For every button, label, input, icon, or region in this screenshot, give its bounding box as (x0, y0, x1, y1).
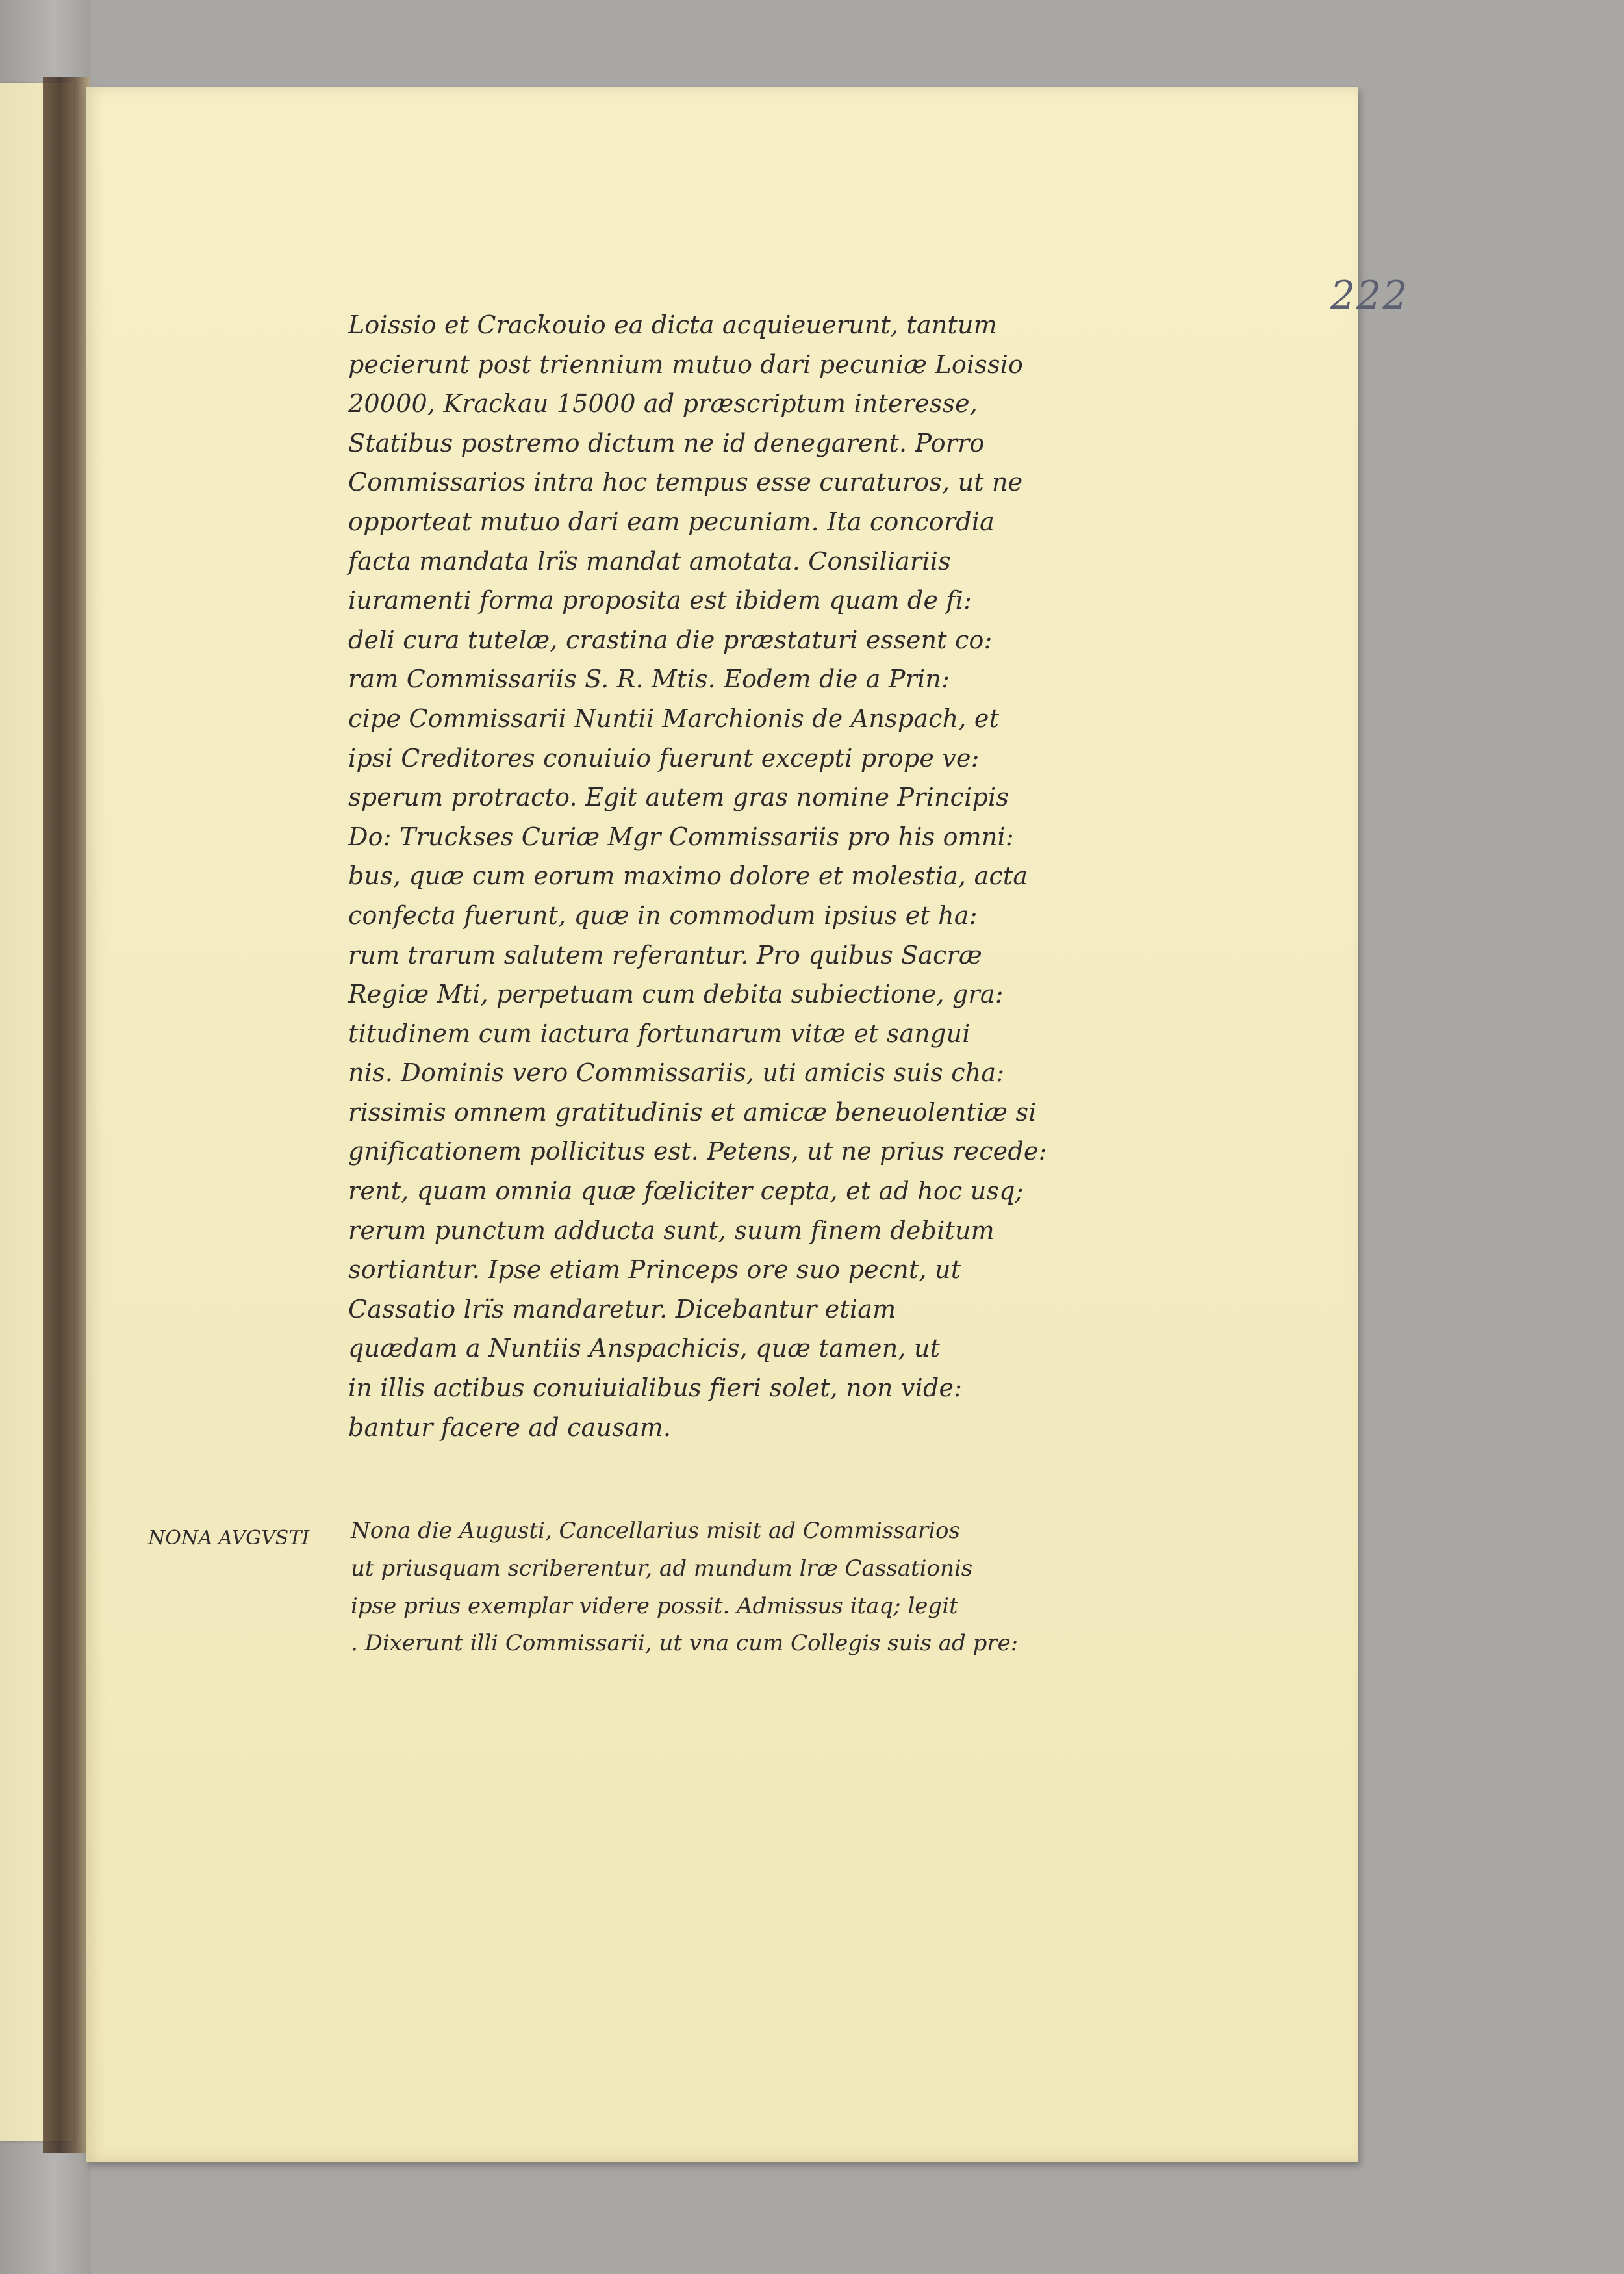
text-line: sortiantur. Ipse etiam Princeps ore suo pecnt, ut (348, 1255, 961, 1284)
text-line: bus, quæ cum eorum maximo dolore et molestia, acta (348, 862, 1028, 891)
text-line: confecta fuerunt, quæ in commodum ipsius et ha: (348, 901, 978, 930)
text-line: nis. Dominis vero Commissariis, uti amicis suis cha: (348, 1058, 1005, 1088)
text-line: pecierunt post triennium mutuo dari pecuniæ Loissio (348, 350, 1024, 379)
text-line: rissimis omnem gratitudinis et amicæ beneuolentiæ si (348, 1097, 1037, 1127)
text-line: ram Commissariis S. R. Mtis. Eodem die a Prin: (348, 665, 950, 694)
text-line: rum trarum salutem referantur. Pro quibus Sacræ (348, 940, 982, 969)
text-line: Commissarios intra hoc tempus esse curaturos, ut ne (348, 468, 1023, 497)
text-line: iuramenti forma proposita est ibidem quam de fi: (348, 586, 972, 615)
text-line: rerum punctum adducta sunt, suum finem debitum (348, 1216, 995, 1245)
text-line: Cassatio lrïs mandaretur. Dicebantur etiam (348, 1294, 896, 1323)
text-line: bantur facere ad causam. (348, 1412, 672, 1442)
text-line: . Dixerunt illi Commissarii, ut vna cum Collegis suis ad pre: (351, 1630, 1019, 1657)
text-line: sperum protracto. Egit autem gras nomine Principis (348, 783, 1009, 812)
manuscript-body (348, 305, 1193, 1447)
text-line: Do: Truckses Curiæ Mgr Commissariis pro his omni: (348, 822, 1014, 851)
text-line: Regiæ Mti, perpetuam cum debita subiectione, gra: (348, 980, 1004, 1009)
text-line: rent, quam omnia quæ fœliciter cepta, et ad hoc usq; (348, 1177, 1024, 1206)
text-line: Nona die Augusti, Cancellarius misit ad Commissarios (351, 1518, 960, 1544)
text-line: titudinem cum iactura fortunarum vitæ et sangui (348, 1019, 971, 1048)
dated-entry (351, 1513, 1195, 1663)
text-line: deli cura tutelæ, crastina die præstaturi essent co: (348, 625, 993, 654)
text-line: in illis actibus conuiuialibus fieri solet, non vide: (348, 1373, 963, 1403)
text-line: cipe Commissarii Nuntii Marchionis de Anspach, et (348, 704, 1000, 733)
text-line: ipse prius exemplar videre possit. Admissus itaq; legit (351, 1592, 958, 1619)
page-number: 222 (1330, 273, 1409, 318)
margin-note: NONA AVGVSTI (148, 1527, 310, 1550)
text-line: opporteat mutuo dari eam pecuniam. Ita concordia (348, 507, 995, 536)
text-line: gnificationem pollicitus est. Petens, ut ne prius recede: (348, 1137, 1047, 1166)
text-line: Loissio et Crackouio ea dicta acquieuerunt, tantum (348, 311, 997, 339)
text-line: ipsi Creditores conuiuio fuerunt excepti prope ve: (348, 743, 980, 773)
text-line: quædam a Nuntiis Anspachicis, quæ tamen, ut (348, 1334, 941, 1363)
text-line: ut priusquam scriberentur, ad mundum lræ Cassationis (351, 1555, 973, 1581)
text-line: facta mandata lrïs mandat amotata. Consiliariis (348, 546, 951, 576)
text-line: 20000, Krackau 15000 ad præscriptum interesse, (348, 389, 978, 418)
text-line: Statibus postremo dictum ne id denegarent. Porro (348, 428, 985, 457)
book-binding (43, 77, 90, 2153)
